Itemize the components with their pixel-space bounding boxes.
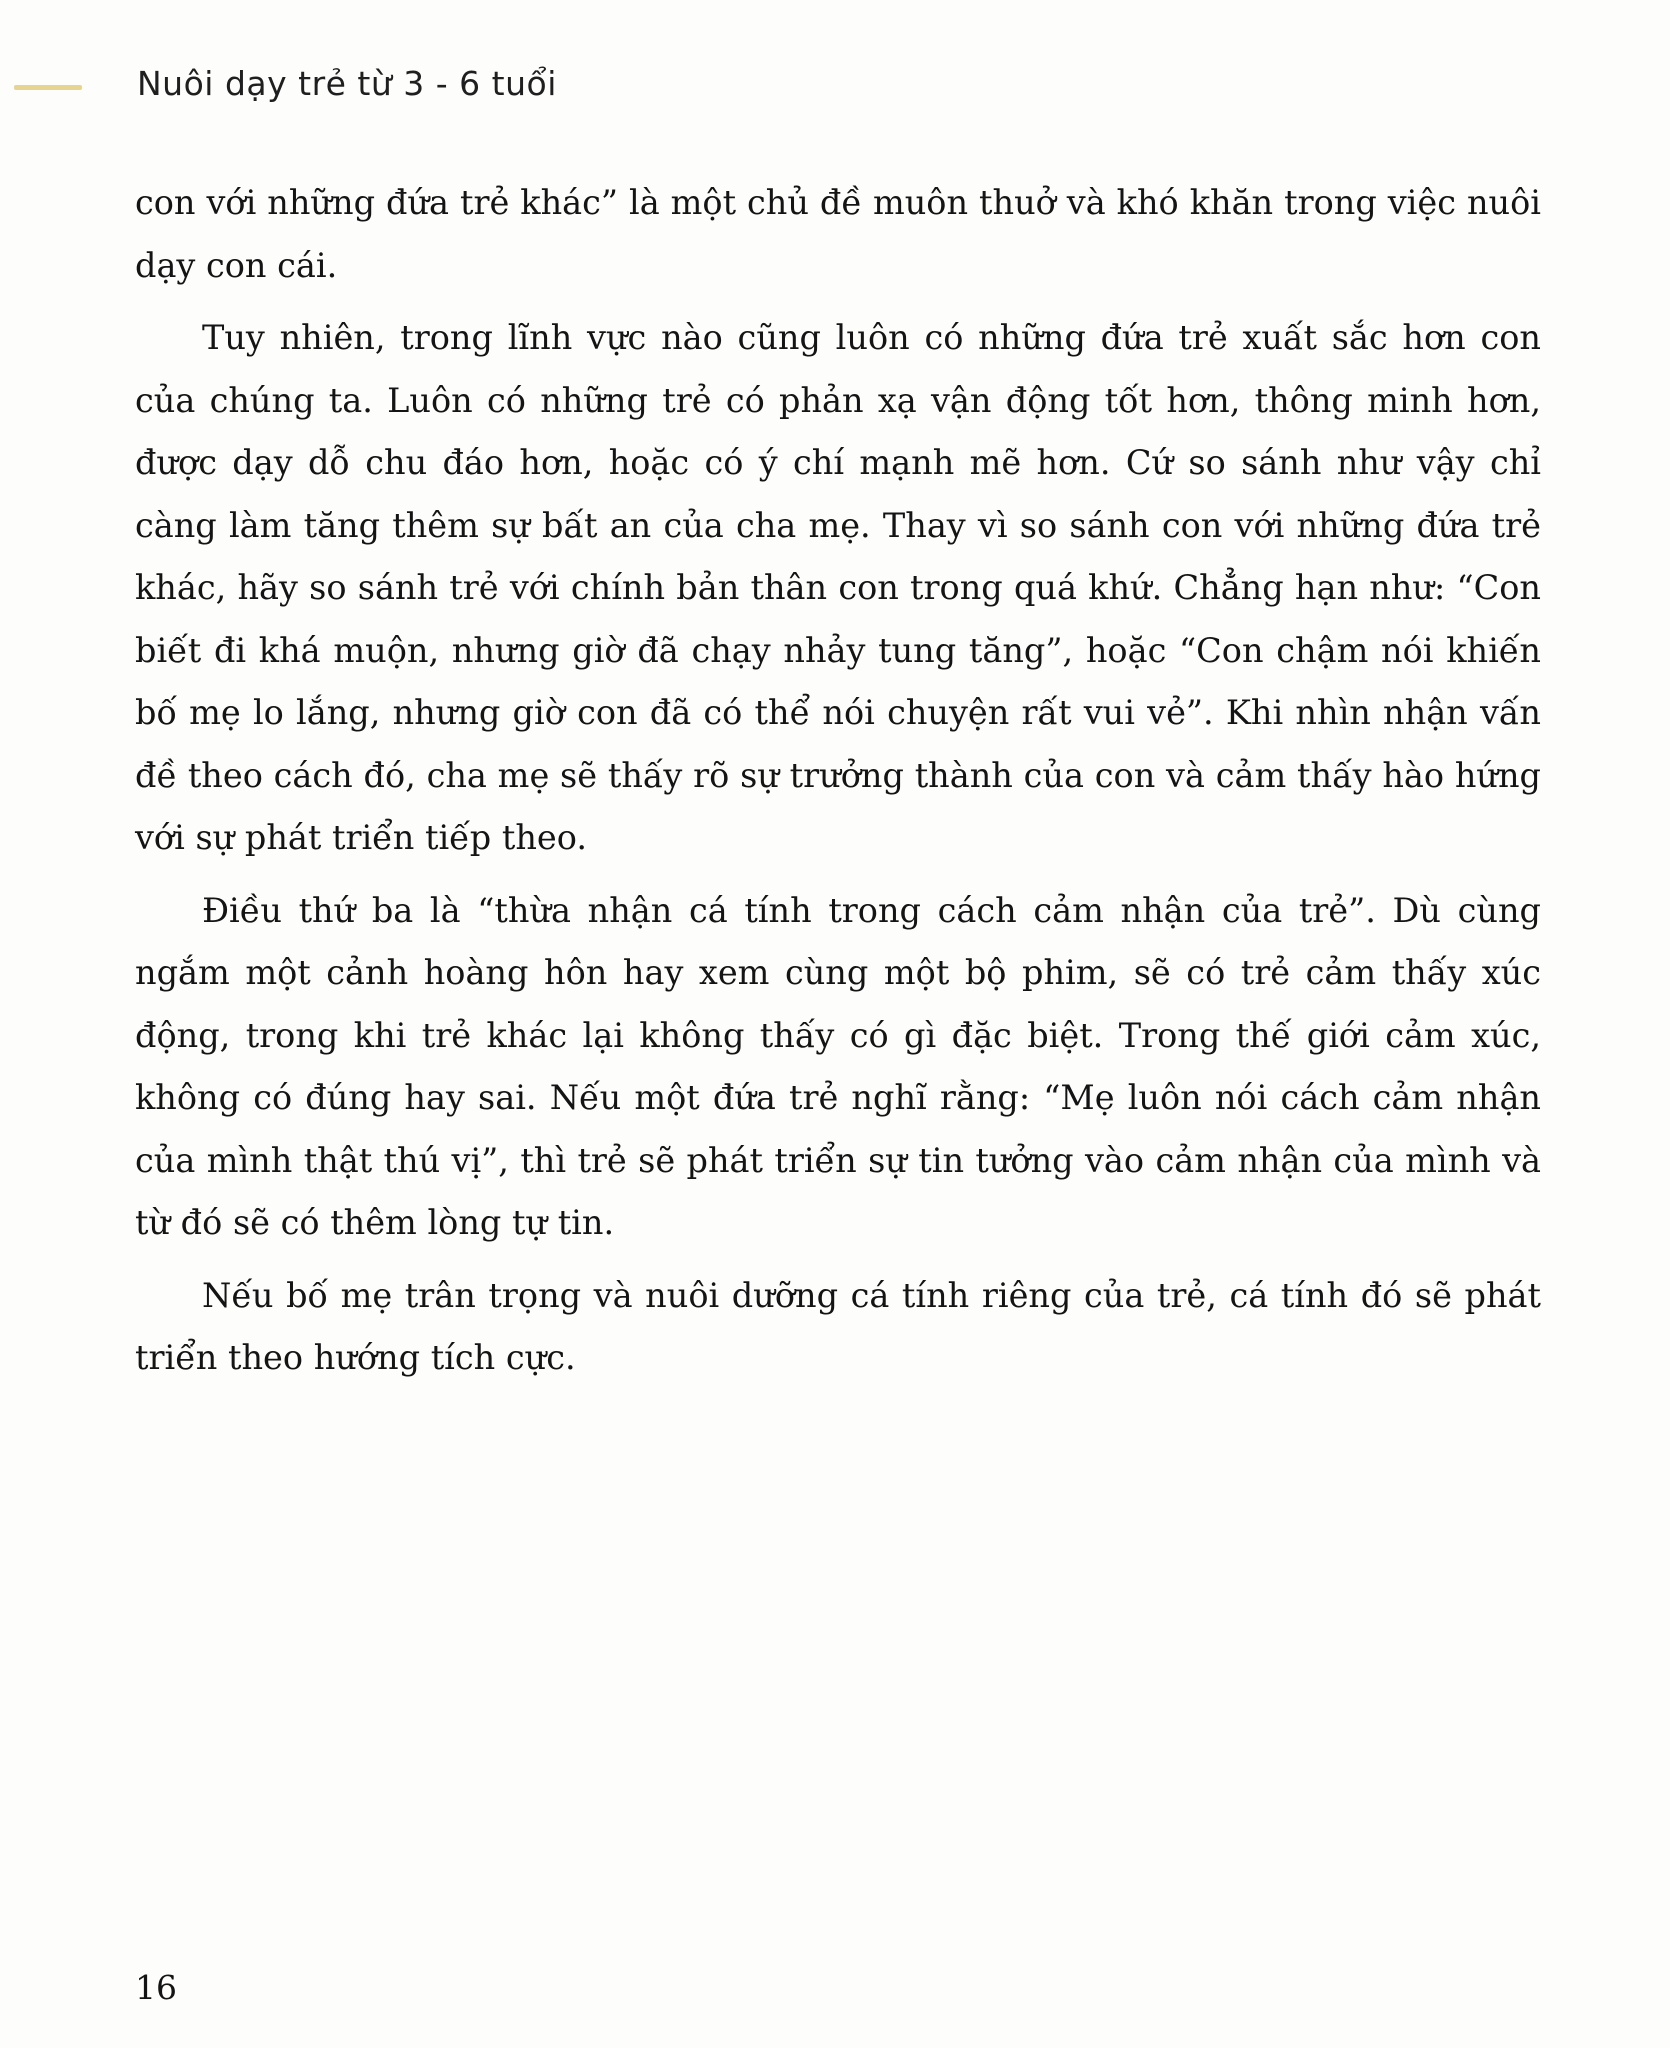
running-header: Nuôi dạy trẻ từ 3 - 6 tuổi [137,64,557,103]
paragraph: con với những đứa trẻ khác” là một chủ đề muôn thuở và khó khăn trong việc nuôi dạy con cái. [135,183,1541,285]
paragraph: Điều thứ ba là “thừa nhận cá tính trong cách cảm nhận của trẻ”. Dù cùng ngắm một cảnh hoàng hôn hay xem cùng một bộ phim, sẽ có trẻ cảm thấy xúc động, trong khi trẻ khác lại không thấy có gì đặc biệt. Trong thế giới cảm xúc, không có đúng hay sai. Nếu một đứa trẻ nghĩ rằng: “Mẹ luôn nói cách cảm nhận của mình thật thú vị”, thì trẻ sẽ phát triển sự tin tưởng vào cảm nhận của mình và từ đó sẽ có thêm lòng tự tin. [135,890,1541,1242]
paragraph: Tuy nhiên, trong lĩnh vực nào cũng luôn có những đứa trẻ xuất sắc hơn con của chúng ta. Luôn có những trẻ có phản xạ vận động tốt hơn, thông minh hơn, được dạy dỗ chu đáo hơn, hoặc có ý chí mạnh mẽ hơn. Cứ so sánh như vậy chỉ càng làm tăng thêm sự bất an của cha mẹ. Thay vì so sánh con với những đứa trẻ khác, hãy so sánh trẻ với chính bản thân con trong quá khứ. Chẳng hạn như: “Con biết đi khá muộn, nhưng giờ đã chạy nhảy tung tăng”, hoặc “Con chậm nói khiến bố mẹ lo lắng, nhưng giờ con đã có thể nói chuyện rất vui vẻ”. Khi nhìn nhận vấn đề theo cách đó, cha mẹ sẽ thấy rõ sự trưởng thành của con và cảm thấy hào hứng với sự phát triển tiếp theo. [135,318,1541,857]
paragraph: Nếu bố mẹ trân trọng và nuôi dưỡng cá tính riêng của trẻ, cá tính đó sẽ phát triển theo hướng tích cực. [135,1275,1541,1377]
header-accent-rule [14,85,82,90]
body-text [135,172,1541,1400]
page-number: 16 [135,1968,177,2007]
